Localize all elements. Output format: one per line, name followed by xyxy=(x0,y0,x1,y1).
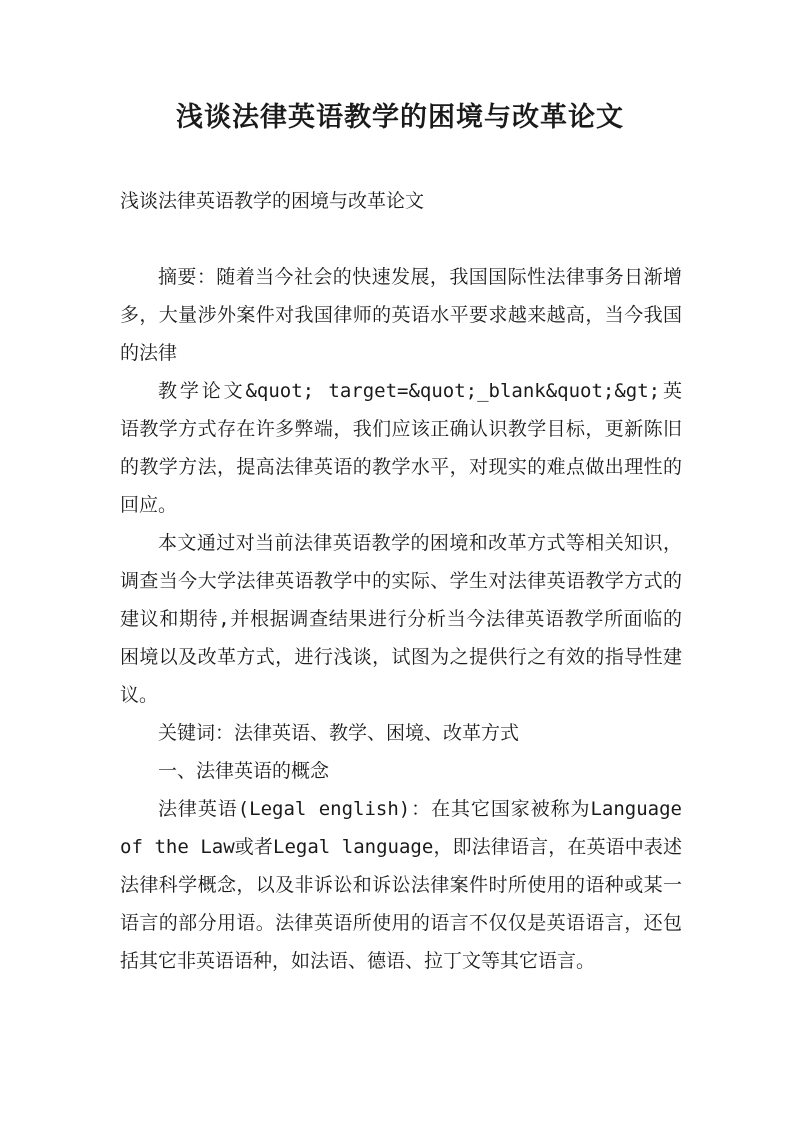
section-heading: 一、法律英语的概念 xyxy=(158,760,330,782)
body-paragraph: 教学论文&quot; target=&quot;_blank&quot;&gt;英语教学方式存在许多弊端，我们应该正确认识教学目标，更新陈旧的教学方法，提高法律英语的教学水平，对现实的难点做出理性的回应。 xyxy=(120,380,682,516)
document-body xyxy=(120,258,682,980)
body-paragraph: 本文通过对当前法律英语教学的困境和改革方式等相关知识，调查当今大学法律英语教学中的实际、学生对法律英语教学方式的建议和期待,并根据调查结果进行分析当今法律英语教学所面临的困境以及改革方式，进行浅谈，试图为之提供行之有效的指导性建议。 xyxy=(120,532,682,706)
document-title: 浅谈法律英语教学的困境与改革论文 xyxy=(176,102,624,133)
body-paragraph: 法律英语(Legal english)：在其它国家被称为Language of the Law或者Legal language，即法律语言，在英语中表述法律科学概念，以及非诉讼和诉讼法律案件时所使用的语种或某一语言的部分用语。法律英语所使用的语言不仅仅是英语语言，还包括其它非英语语种，如法语、德语、拉丁文等其它语言。 xyxy=(120,798,682,972)
keywords-paragraph: 关键词：法律英语、教学、困境、改革方式 xyxy=(158,722,520,744)
document-subtitle: 浅谈法律英语教学的困境与改革论文 xyxy=(120,190,425,212)
abstract-paragraph: 摘要：随着当今社会的快速发展，我国国际性法律事务日渐增多，大量涉外案件对我国律师的英语水平要求越来越高，当今我国的法律 xyxy=(120,266,682,364)
